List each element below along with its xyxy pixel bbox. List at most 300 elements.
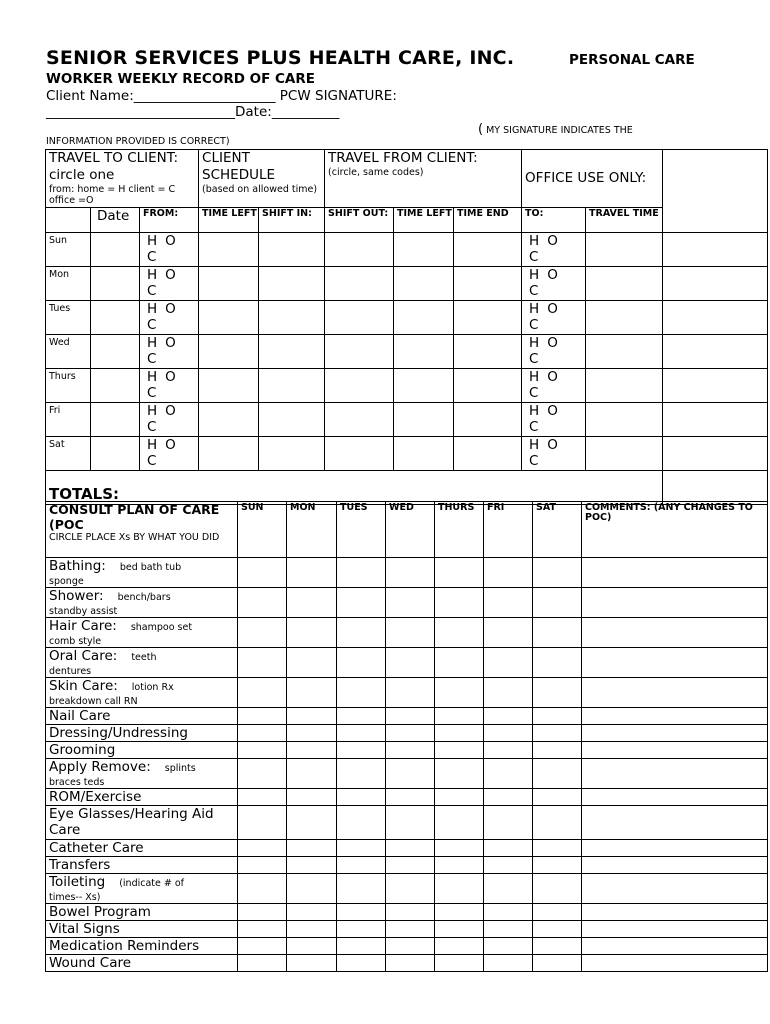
care-check-cell[interactable] xyxy=(386,955,435,972)
comment-cell[interactable] xyxy=(582,759,768,789)
consult-plan-header xyxy=(46,502,238,558)
care-check-cell[interactable] xyxy=(337,759,386,789)
care-check-cell[interactable] xyxy=(287,789,337,806)
care-check-cell[interactable] xyxy=(287,955,337,972)
care-check-cell[interactable] xyxy=(435,857,484,874)
code-o[interactable]: O xyxy=(547,369,558,385)
day-row xyxy=(46,233,768,267)
entry-cell[interactable] xyxy=(394,369,454,403)
care-check-cell[interactable] xyxy=(484,921,533,938)
care-check-cell[interactable] xyxy=(287,648,337,678)
care-item-label xyxy=(46,742,238,759)
code-h[interactable]: H xyxy=(529,301,540,317)
care-item-row xyxy=(46,840,768,857)
code-o[interactable]: O xyxy=(547,403,558,419)
care-check-cell[interactable] xyxy=(484,648,533,678)
care-check-cell[interactable] xyxy=(484,840,533,857)
to-code-cell[interactable] xyxy=(522,403,586,437)
company-title: SENIOR SERVICES PLUS HEALTH CARE, INC. xyxy=(46,47,515,69)
code-o[interactable]: O xyxy=(165,403,176,419)
col-shift-out: SHIFT OUT: xyxy=(325,208,394,233)
entry-cell[interactable] xyxy=(663,369,768,403)
care-check-cell[interactable] xyxy=(533,857,582,874)
care-check-cell[interactable] xyxy=(337,840,386,857)
care-check-cell[interactable] xyxy=(238,678,287,708)
care-item-row xyxy=(46,742,768,759)
code-c[interactable]: C xyxy=(147,351,157,367)
comment-cell[interactable] xyxy=(582,874,768,904)
comment-cell[interactable] xyxy=(582,904,768,921)
care-check-cell[interactable] xyxy=(484,874,533,904)
care-check-cell[interactable] xyxy=(386,874,435,904)
care-check-cell[interactable] xyxy=(386,618,435,648)
entry-cell[interactable] xyxy=(259,369,325,403)
from-code-cell[interactable] xyxy=(140,437,199,471)
entry-cell[interactable] xyxy=(586,369,663,403)
to-code-cell[interactable] xyxy=(522,233,586,267)
code-c[interactable]: C xyxy=(147,453,157,469)
care-plan-table xyxy=(45,501,768,972)
comment-cell[interactable] xyxy=(582,678,768,708)
col-time-left: TIME LEFT xyxy=(199,208,259,233)
comment-cell[interactable] xyxy=(582,955,768,972)
entry-cell[interactable] xyxy=(259,233,325,267)
totals-row xyxy=(46,471,768,505)
care-check-cell[interactable] xyxy=(386,857,435,874)
code-o[interactable]: O xyxy=(547,335,558,351)
care-check-cell[interactable] xyxy=(337,874,386,904)
code-c[interactable]: C xyxy=(147,249,157,265)
entry-cell[interactable] xyxy=(454,403,522,437)
care-check-cell[interactable] xyxy=(337,725,386,742)
entry-cell[interactable] xyxy=(325,301,394,335)
code-o[interactable]: O xyxy=(165,267,176,283)
care-item-row xyxy=(46,938,768,955)
care-check-cell[interactable] xyxy=(238,806,287,840)
code-h[interactable]: H xyxy=(529,267,540,283)
care-check-cell[interactable] xyxy=(337,921,386,938)
col-from: FROM: xyxy=(140,208,199,233)
code-c[interactable]: C xyxy=(147,385,157,401)
care-check-cell[interactable] xyxy=(484,618,533,648)
care-check-cell[interactable] xyxy=(238,874,287,904)
care-check-cell[interactable] xyxy=(533,558,582,588)
code-o[interactable]: O xyxy=(547,233,558,249)
care-check-cell[interactable] xyxy=(533,921,582,938)
code-h[interactable]: H xyxy=(529,437,540,453)
entry-cell[interactable] xyxy=(394,233,454,267)
code-h[interactable]: H xyxy=(147,403,158,419)
entry-cell[interactable] xyxy=(325,437,394,471)
entry-cell[interactable] xyxy=(325,335,394,369)
comment-cell[interactable] xyxy=(582,806,768,840)
code-o[interactable]: O xyxy=(165,437,176,453)
entry-cell[interactable] xyxy=(259,301,325,335)
day-row xyxy=(46,403,768,437)
care-check-cell[interactable] xyxy=(435,725,484,742)
entry-cell[interactable] xyxy=(199,369,259,403)
from-code-cell[interactable] xyxy=(140,369,199,403)
care-check-cell[interactable] xyxy=(386,938,435,955)
care-check-cell[interactable] xyxy=(484,955,533,972)
care-check-cell[interactable] xyxy=(287,874,337,904)
care-check-cell[interactable] xyxy=(533,840,582,857)
code-h[interactable]: H xyxy=(529,403,540,419)
entry-cell[interactable] xyxy=(91,233,140,267)
care-check-cell[interactable] xyxy=(435,789,484,806)
care-item-row xyxy=(46,678,768,708)
entry-cell[interactable] xyxy=(325,369,394,403)
care-check-cell[interactable] xyxy=(435,840,484,857)
care-check-cell[interactable] xyxy=(484,588,533,618)
care-check-cell[interactable] xyxy=(484,725,533,742)
code-h[interactable]: H xyxy=(529,335,540,351)
care-check-cell[interactable] xyxy=(484,708,533,725)
care-check-cell[interactable] xyxy=(287,708,337,725)
entry-cell[interactable] xyxy=(91,335,140,369)
care-check-cell[interactable] xyxy=(435,874,484,904)
code-c[interactable]: C xyxy=(529,453,539,469)
care-check-cell[interactable] xyxy=(337,938,386,955)
care-check-cell[interactable] xyxy=(238,558,287,588)
code-o[interactable]: O xyxy=(547,301,558,317)
entry-cell[interactable] xyxy=(394,301,454,335)
care-check-cell[interactable] xyxy=(287,725,337,742)
entry-cell[interactable] xyxy=(663,403,768,437)
comment-cell[interactable] xyxy=(582,742,768,759)
care-check-cell[interactable] xyxy=(533,904,582,921)
code-c[interactable]: C xyxy=(529,419,539,435)
care-item-row xyxy=(46,618,768,648)
care-item-label xyxy=(46,759,238,789)
care-check-cell[interactable] xyxy=(337,789,386,806)
entry-cell[interactable] xyxy=(586,267,663,301)
care-check-cell[interactable] xyxy=(238,921,287,938)
care-check-cell[interactable] xyxy=(386,648,435,678)
code-o[interactable]: O xyxy=(165,233,176,249)
code-h[interactable]: H xyxy=(529,233,540,249)
care-check-cell[interactable] xyxy=(287,921,337,938)
care-item-row xyxy=(46,955,768,972)
entry-cell[interactable] xyxy=(663,233,768,267)
code-c[interactable]: C xyxy=(529,385,539,401)
code-c[interactable]: C xyxy=(529,283,539,299)
care-check-cell[interactable] xyxy=(435,678,484,708)
care-check-cell[interactable] xyxy=(287,857,337,874)
comment-cell[interactable] xyxy=(582,648,768,678)
entry-cell[interactable] xyxy=(663,267,768,301)
care-day-fri: FRI xyxy=(484,502,533,558)
care-item-name: Medication Reminders xyxy=(49,938,200,954)
entry-cell[interactable] xyxy=(259,437,325,471)
to-code-cell[interactable] xyxy=(522,369,586,403)
code-o[interactable]: O xyxy=(165,369,176,385)
weekly-record-table xyxy=(45,149,768,505)
care-item-label xyxy=(46,558,238,588)
comment-cell[interactable] xyxy=(582,588,768,618)
from-code-cell[interactable] xyxy=(140,233,199,267)
code-h[interactable]: H xyxy=(147,301,158,317)
entry-cell[interactable] xyxy=(663,335,768,369)
code-h[interactable]: H xyxy=(147,233,158,249)
care-check-cell[interactable] xyxy=(238,708,287,725)
care-check-cell[interactable] xyxy=(435,955,484,972)
entry-cell[interactable] xyxy=(199,335,259,369)
entry-cell[interactable] xyxy=(91,301,140,335)
care-check-cell[interactable] xyxy=(435,708,484,725)
code-o[interactable]: O xyxy=(547,267,558,283)
care-check-cell[interactable] xyxy=(337,618,386,648)
care-item-name: Shower: xyxy=(49,588,104,604)
entry-cell[interactable] xyxy=(394,335,454,369)
care-check-cell[interactable] xyxy=(484,678,533,708)
care-check-cell[interactable] xyxy=(337,708,386,725)
care-check-cell[interactable] xyxy=(484,759,533,789)
entry-cell[interactable] xyxy=(586,437,663,471)
care-check-cell[interactable] xyxy=(533,678,582,708)
care-check-cell[interactable] xyxy=(533,742,582,759)
comment-cell[interactable] xyxy=(582,938,768,955)
entry-cell[interactable] xyxy=(454,369,522,403)
care-check-cell[interactable] xyxy=(386,789,435,806)
care-check-cell[interactable] xyxy=(238,857,287,874)
care-check-cell[interactable] xyxy=(484,857,533,874)
entry-cell[interactable] xyxy=(663,437,768,471)
care-check-cell[interactable] xyxy=(238,648,287,678)
care-check-cell[interactable] xyxy=(337,588,386,618)
entry-cell[interactable] xyxy=(199,437,259,471)
entry-cell[interactable] xyxy=(91,369,140,403)
care-item-row xyxy=(46,558,768,588)
care-check-cell[interactable] xyxy=(337,678,386,708)
care-check-cell[interactable] xyxy=(337,857,386,874)
care-check-cell[interactable] xyxy=(533,806,582,840)
care-check-cell[interactable] xyxy=(238,840,287,857)
entry-cell[interactable] xyxy=(325,403,394,437)
code-c[interactable]: C xyxy=(147,283,157,299)
care-check-cell[interactable] xyxy=(287,678,337,708)
care-check-cell[interactable] xyxy=(287,588,337,618)
code-c[interactable]: C xyxy=(529,317,539,333)
care-check-cell[interactable] xyxy=(386,840,435,857)
care-check-cell[interactable] xyxy=(435,938,484,955)
care-item-name: Toileting xyxy=(49,874,106,890)
entry-cell[interactable] xyxy=(454,301,522,335)
comment-cell[interactable] xyxy=(582,618,768,648)
care-check-cell[interactable] xyxy=(435,648,484,678)
code-c[interactable]: C xyxy=(529,351,539,367)
care-check-cell[interactable] xyxy=(337,648,386,678)
code-o[interactable]: O xyxy=(165,335,176,351)
care-check-cell[interactable] xyxy=(533,759,582,789)
care-check-cell[interactable] xyxy=(238,938,287,955)
to-code-cell[interactable] xyxy=(522,437,586,471)
entry-cell[interactable] xyxy=(259,335,325,369)
care-check-cell[interactable] xyxy=(386,921,435,938)
comment-cell[interactable] xyxy=(582,708,768,725)
care-item-label xyxy=(46,806,238,840)
care-check-cell[interactable] xyxy=(337,904,386,921)
comment-cell[interactable] xyxy=(582,725,768,742)
care-check-cell[interactable] xyxy=(533,648,582,678)
entry-cell[interactable] xyxy=(454,437,522,471)
care-check-cell[interactable] xyxy=(287,742,337,759)
care-check-cell[interactable] xyxy=(287,938,337,955)
care-item-label xyxy=(46,904,238,921)
care-check-cell[interactable] xyxy=(435,921,484,938)
care-check-cell[interactable] xyxy=(238,588,287,618)
from-code-cell[interactable] xyxy=(140,267,199,301)
care-check-cell[interactable] xyxy=(238,789,287,806)
care-check-cell[interactable] xyxy=(484,938,533,955)
code-c[interactable]: C xyxy=(529,249,539,265)
entry-cell[interactable] xyxy=(259,267,325,301)
care-check-cell[interactable] xyxy=(386,742,435,759)
code-c[interactable]: C xyxy=(147,419,157,435)
care-check-cell[interactable] xyxy=(484,904,533,921)
totals-hrs-cell[interactable] xyxy=(663,471,768,505)
care-item-name: Catheter Care xyxy=(49,840,144,856)
code-o[interactable]: O xyxy=(547,437,558,453)
care-item-name: Transfers xyxy=(49,857,111,873)
from-code-cell[interactable] xyxy=(140,335,199,369)
care-check-cell[interactable] xyxy=(238,904,287,921)
entry-cell[interactable] xyxy=(663,301,768,335)
entry-cell[interactable] xyxy=(394,437,454,471)
entry-cell[interactable] xyxy=(199,267,259,301)
care-check-cell[interactable] xyxy=(484,806,533,840)
care-item-label xyxy=(46,725,238,742)
entry-cell[interactable] xyxy=(586,335,663,369)
care-check-cell[interactable] xyxy=(337,558,386,588)
entry-cell[interactable] xyxy=(586,403,663,437)
care-check-cell[interactable] xyxy=(435,904,484,921)
care-check-cell[interactable] xyxy=(337,742,386,759)
care-check-cell[interactable] xyxy=(287,558,337,588)
care-check-cell[interactable] xyxy=(238,725,287,742)
care-check-cell[interactable] xyxy=(386,708,435,725)
entry-cell[interactable] xyxy=(586,233,663,267)
care-check-cell[interactable] xyxy=(238,759,287,789)
care-check-cell[interactable] xyxy=(287,840,337,857)
care-item-options: teeth xyxy=(131,652,157,663)
care-check-cell[interactable] xyxy=(386,678,435,708)
entry-cell[interactable] xyxy=(199,403,259,437)
comment-cell[interactable] xyxy=(582,921,768,938)
entry-cell[interactable] xyxy=(91,437,140,471)
code-h[interactable]: H xyxy=(147,369,158,385)
comment-cell[interactable] xyxy=(582,789,768,806)
care-check-cell[interactable] xyxy=(287,806,337,840)
care-check-cell[interactable] xyxy=(337,806,386,840)
code-c[interactable]: C xyxy=(147,317,157,333)
care-item-options-line2: times-- Xs) xyxy=(49,892,101,903)
care-check-cell[interactable] xyxy=(533,938,582,955)
to-code-cell[interactable] xyxy=(522,267,586,301)
code-h[interactable]: H xyxy=(147,437,158,453)
care-check-cell[interactable] xyxy=(238,618,287,648)
form-subtitle: WORKER WEEKLY RECORD OF CARE xyxy=(46,71,315,87)
col-time-left-return: TIME LEFT xyxy=(394,208,454,233)
entry-cell[interactable] xyxy=(325,267,394,301)
care-check-cell[interactable] xyxy=(435,759,484,789)
care-item-label xyxy=(46,840,238,857)
care-check-cell[interactable] xyxy=(386,806,435,840)
care-check-cell[interactable] xyxy=(386,759,435,789)
care-check-cell[interactable] xyxy=(238,955,287,972)
entry-cell[interactable] xyxy=(394,267,454,301)
care-item-options-line2: braces teds xyxy=(49,777,105,788)
care-check-cell[interactable] xyxy=(533,725,582,742)
care-check-cell[interactable] xyxy=(435,806,484,840)
care-check-cell[interactable] xyxy=(386,558,435,588)
care-check-cell[interactable] xyxy=(533,588,582,618)
day-label: Tues xyxy=(46,301,91,335)
care-day-sun: SUN xyxy=(238,502,287,558)
day-label: Thurs xyxy=(46,369,91,403)
entry-cell[interactable] xyxy=(454,335,522,369)
care-check-cell[interactable] xyxy=(533,708,582,725)
care-check-cell[interactable] xyxy=(435,618,484,648)
entry-cell[interactable] xyxy=(394,403,454,437)
care-check-cell[interactable] xyxy=(435,742,484,759)
entry-cell[interactable] xyxy=(91,403,140,437)
comment-cell[interactable] xyxy=(582,857,768,874)
to-code-cell[interactable] xyxy=(522,301,586,335)
comment-cell[interactable] xyxy=(582,840,768,857)
entry-cell[interactable] xyxy=(199,301,259,335)
entry-cell[interactable] xyxy=(454,267,522,301)
care-check-cell[interactable] xyxy=(287,904,337,921)
care-check-cell[interactable] xyxy=(484,789,533,806)
care-check-cell[interactable] xyxy=(484,558,533,588)
entry-cell[interactable] xyxy=(199,233,259,267)
entry-cell[interactable] xyxy=(325,233,394,267)
code-h[interactable]: H xyxy=(147,335,158,351)
care-check-cell[interactable] xyxy=(238,742,287,759)
care-check-cell[interactable] xyxy=(337,955,386,972)
care-check-cell[interactable] xyxy=(533,789,582,806)
care-check-cell[interactable] xyxy=(386,904,435,921)
care-check-cell[interactable] xyxy=(386,588,435,618)
care-check-cell[interactable] xyxy=(287,759,337,789)
care-check-cell[interactable] xyxy=(533,618,582,648)
care-item-label xyxy=(46,874,238,904)
from-code-cell[interactable] xyxy=(140,301,199,335)
code-h[interactable]: H xyxy=(529,369,540,385)
from-code-cell[interactable] xyxy=(140,403,199,437)
to-code-cell[interactable] xyxy=(522,335,586,369)
day-label: Sat xyxy=(46,437,91,471)
code-o[interactable]: O xyxy=(165,301,176,317)
day-row xyxy=(46,301,768,335)
care-check-cell[interactable] xyxy=(287,618,337,648)
care-check-cell[interactable] xyxy=(435,558,484,588)
care-check-cell[interactable] xyxy=(533,955,582,972)
care-check-cell[interactable] xyxy=(533,874,582,904)
date-line: ____________________________Date:__________ xyxy=(46,104,340,120)
entry-cell[interactable] xyxy=(454,233,522,267)
care-check-cell[interactable] xyxy=(484,742,533,759)
code-h[interactable]: H xyxy=(147,267,158,283)
entry-cell[interactable] xyxy=(259,403,325,437)
col-shift-in: SHIFT IN: xyxy=(259,208,325,233)
care-check-cell[interactable] xyxy=(435,588,484,618)
entry-cell[interactable] xyxy=(586,301,663,335)
comment-cell[interactable] xyxy=(582,558,768,588)
entry-cell[interactable] xyxy=(91,267,140,301)
care-check-cell[interactable] xyxy=(386,725,435,742)
